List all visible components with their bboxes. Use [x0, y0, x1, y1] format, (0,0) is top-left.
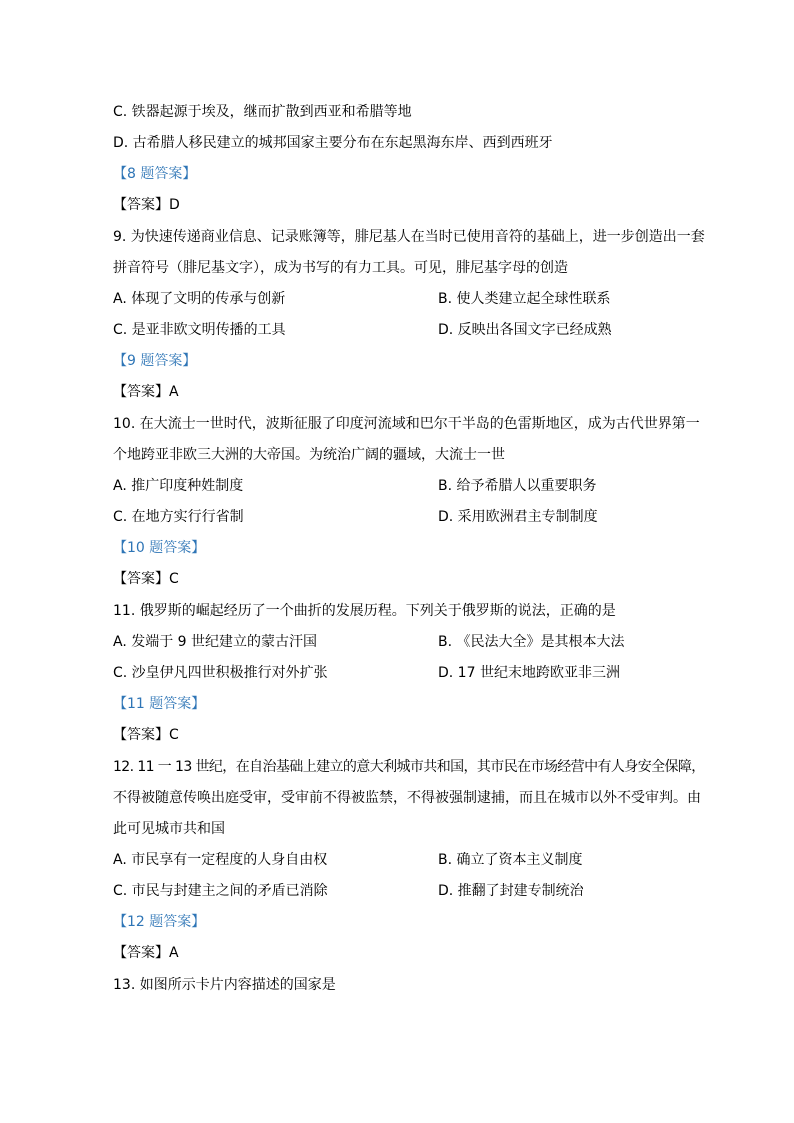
q9-answer-header: 【9 题答案】: [113, 353, 197, 369]
q12-answer: [113, 943, 179, 963]
answer-label: 【答案】: [113, 945, 169, 961]
q9-option-a: A. 体现了文明的传承与创新: [113, 291, 286, 307]
q11-stem-line-1: 11. 俄罗斯的崛起经历了一个曲折的发展历程。下列关于俄罗斯的说法，正确的是: [113, 603, 616, 619]
q10-option-a: A. 推广印度种姓制度: [113, 478, 244, 494]
q8-option-c: C. 铁器起源于埃及，继而扩散到西亚和希腊等地: [113, 104, 412, 120]
answer-value: C: [169, 571, 179, 587]
q8-answer-header: 【8 题答案】: [113, 166, 197, 182]
q9-option-d: D. 反映出各国文字已经成熟: [438, 322, 612, 338]
q8-option-d: D. 古希腊人移民建立的城邦国家主要分布在东起黑海东岸、西到西班牙: [113, 135, 553, 151]
q13-stem-line-1: 13. 如图所示卡片内容描述的国家是: [113, 977, 336, 993]
q12-option-a: A. 市民享有一定程度的人身自由权: [113, 852, 328, 868]
q9-answer: [113, 382, 179, 402]
q10-option-b: B. 给予希腊人以重要职务: [438, 478, 597, 494]
q12-option-c: C. 市民与封建主之间的矛盾已消除: [113, 883, 328, 899]
q12-option-d: D. 推翻了封建专制统治: [438, 883, 584, 899]
q12-answer-header: 【12 题答案】: [113, 914, 206, 930]
q11-option-a: A. 发端于 9 世纪建立的蒙古汗国: [113, 634, 318, 650]
q12-stem-line-2: 不得被随意传唤出庭受审，受审前不得被监禁，不得被强制逮捕，而且在城市以外不受审判。由: [113, 790, 701, 806]
answer-value: C: [169, 727, 179, 743]
q11-answer-header: 【11 题答案】: [113, 696, 206, 712]
answer-value: A: [169, 945, 179, 961]
q11-option-d: D. 17 世纪末地跨欧亚非三洲: [438, 665, 620, 681]
q10-answer: [113, 569, 179, 589]
answer-value: D: [169, 197, 180, 213]
answer-label: 【答案】: [113, 384, 169, 400]
answer-label: 【答案】: [113, 727, 169, 743]
q9-option-b: B. 使人类建立起全球性联系: [438, 291, 611, 307]
q8-answer: [113, 195, 180, 215]
q9-stem-line-1: 9. 为快速传递商业信息、记录账簿等，腓尼基人在当时已使用音符的基础上，进一步创造出一套: [113, 229, 705, 245]
q10-option-d: D. 采用欧洲君主专制制度: [438, 509, 598, 525]
q10-option-c: C. 在地方实行行省制: [113, 509, 244, 525]
q12-stem-line-3: 此可见城市共和国: [113, 821, 225, 837]
q9-stem-line-2: 拼音符号（腓尼基文字），成为书写的有力工具。可见，腓尼基字母的创造: [113, 260, 568, 276]
q12-stem-line-1: 12. 11 一 13 世纪，在自治基础上建立的意大利城市共和国，其市民在市场经营中有人身安全保障，: [113, 759, 705, 775]
answer-label: 【答案】: [113, 197, 169, 213]
q9-option-c: C. 是亚非欧文明传播的工具: [113, 322, 286, 338]
answer-label: 【答案】: [113, 571, 169, 587]
answer-value: A: [169, 384, 179, 400]
q10-stem-line-1: 10. 在大流士一世时代，波斯征服了印度河流域和巴尔干半岛的色雷斯地区，成为古代世界第一: [113, 416, 700, 432]
q11-option-b: B. 《民法大全》是其根本大法: [438, 634, 625, 650]
q12-option-b: B. 确立了资本主义制度: [438, 852, 583, 868]
q11-answer: [113, 725, 179, 745]
q10-answer-header: 【10 题答案】: [113, 540, 206, 556]
q11-option-c: C. 沙皇伊凡四世积极推行对外扩张: [113, 665, 328, 681]
q10-stem-line-2: 个地跨亚非欧三大洲的大帝国。为统治广阔的疆域，大流士一世: [113, 447, 505, 463]
